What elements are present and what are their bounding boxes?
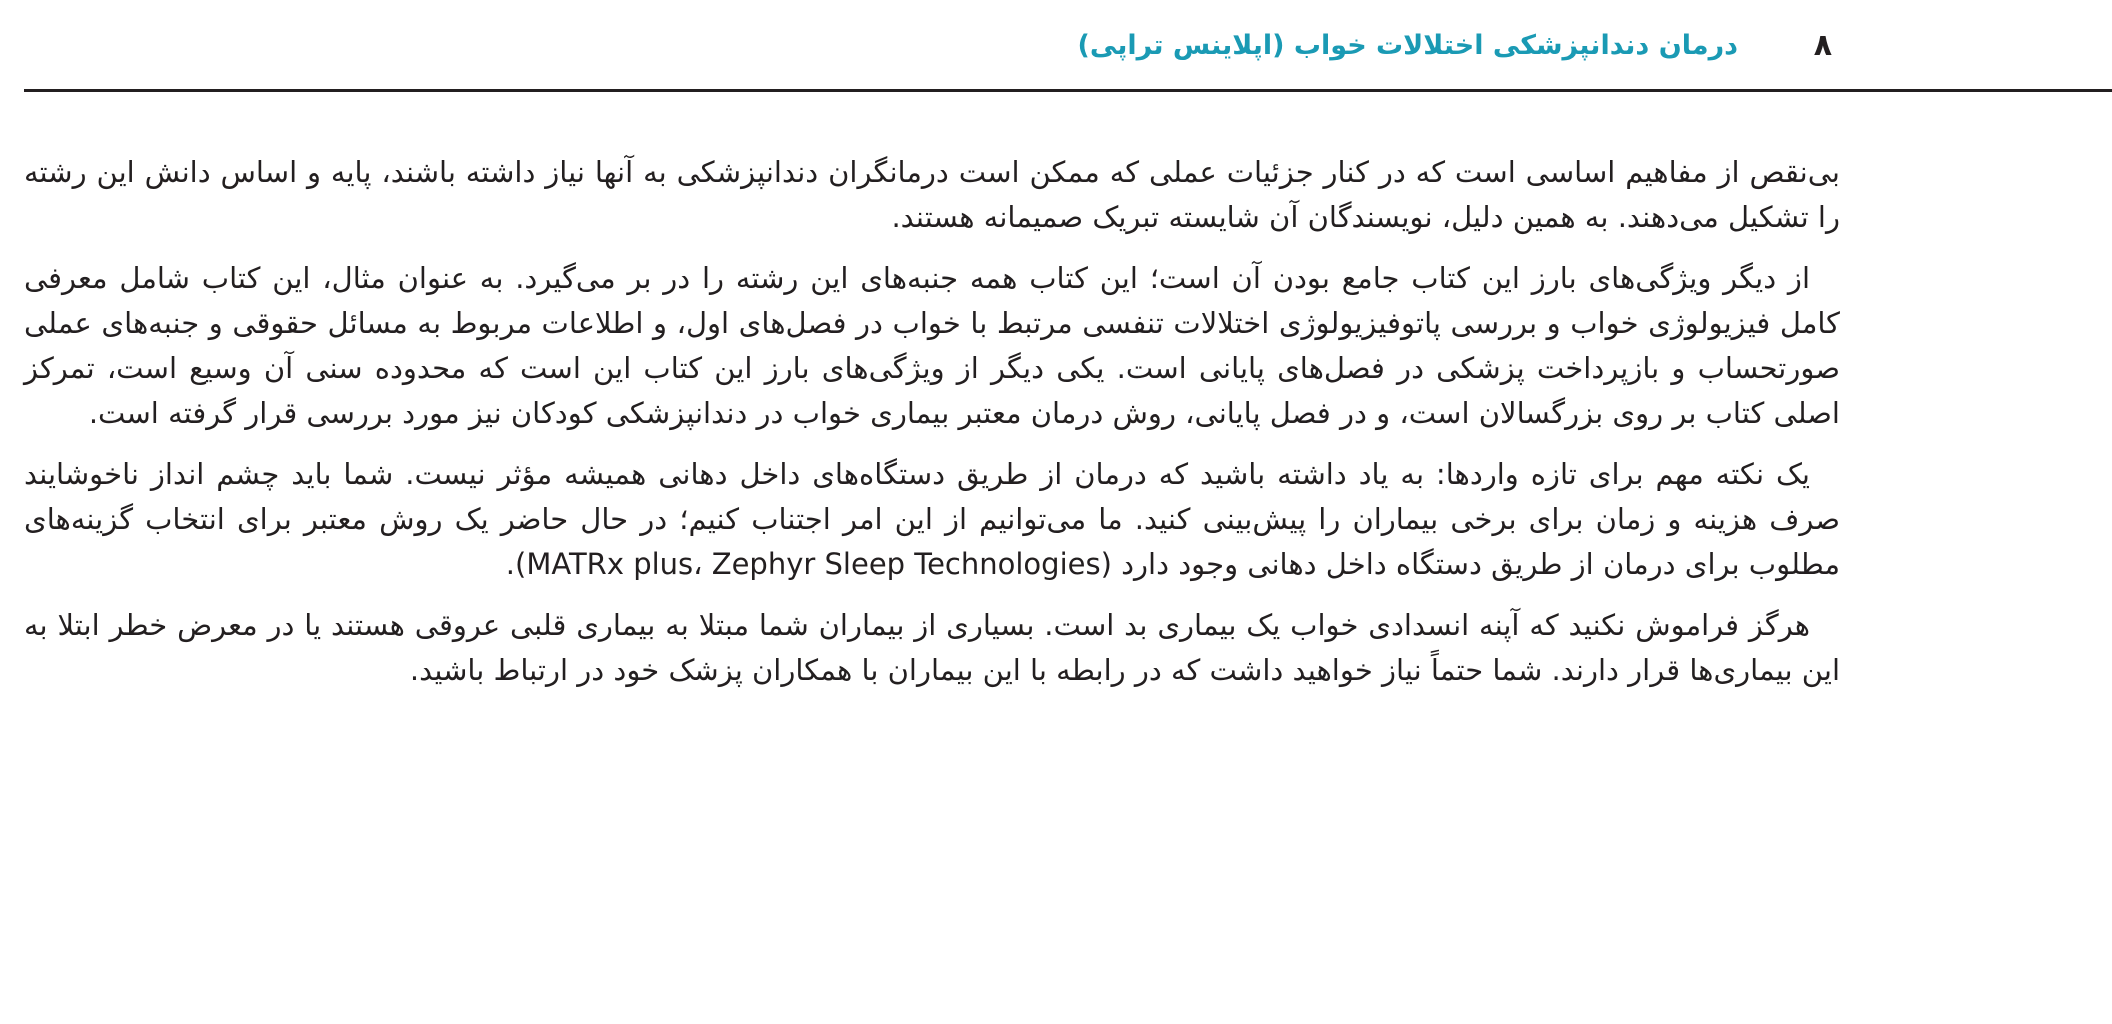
body-text [24, 150, 1840, 709]
paragraph-4: هرگز فراموش نکنید که آپنه انسدادی خواب یک بیماری بد است. بسیاری از بیماران شما مبتلا به بیماری قلبی عروقی هستند یا در معرض خطر ابتلا به این بیماری‌ها قرار دارند. شما حتماً نیاز خواهید داشت که در رابطه با این بیماران با همکاران پزشک خود در ارتباط باشید. [24, 608, 1840, 687]
page-header [0, 0, 2112, 92]
paragraph-2: از دیگر ویژگی‌های بارز این کتاب جامع بودن آن است؛ این کتاب همه جنبه‌های این رشته را در بر می‌گیرد. به عنوان مثال، این کتاب شامل معرفی کامل فیزیولوژی خواب و بررسی پاتوفیزیولوژی اختلالات تنفسی مرتبط با خواب در فصل‌های اول، و اطلاعات مربوط به مسائل حقوقی و جنبه‌های عملی صورتحساب و بازپرداخت پزشکی در فصل‌های پایانی است. یکی دیگر از ویژگی‌های بارز این کتاب این است که محدوده سنی آن وسیع است، تمرکز اصلی کتاب بر روی بزرگسالان است، و در فصل پایانی، روش درمان معتبر بیماری خواب در دندانپزشکی کودکان نیز مورد بررسی قرار گرفته است. [24, 261, 1840, 430]
page-number: ۸ [1813, 28, 1832, 63]
paragraph-3: یک نکته مهم برای تازه واردها: به یاد داشته باشید که درمان از طریق دستگاه‌های داخل دهانی همیشه مؤثر نیست. شما باید چشم انداز ناخوشایند صرف هزینه و زمان برای برخی بیماران را پیش‌بینی کنید. ما می‌توانیم از این امر اجتناب کنیم؛ در حال حاضر یک روش معتبر برای انتخاب گزینه‌های مطلوب برای درمان از طریق دستگاه داخل دهانی وجود دارد (MATRx plus، Zephyr Sleep Technologies). [24, 457, 1840, 581]
paragraph-1: بی‌نقص از مفاهیم اساسی است که در کنار جزئیات عملی که ممکن است درمانگران دندانپزشکی به آنها نیاز داشته باشند، پایه و اساس دانش این رشته را تشکیل می‌دهند. به همین دلیل، نویسندگان آن شایسته تبریک صمیمانه هستند. [24, 155, 1840, 234]
running-title: درمان دندانپزشکی اختلالات خواب (اپلاینس تراپی) [1077, 30, 1738, 61]
header-rule [24, 89, 2112, 92]
